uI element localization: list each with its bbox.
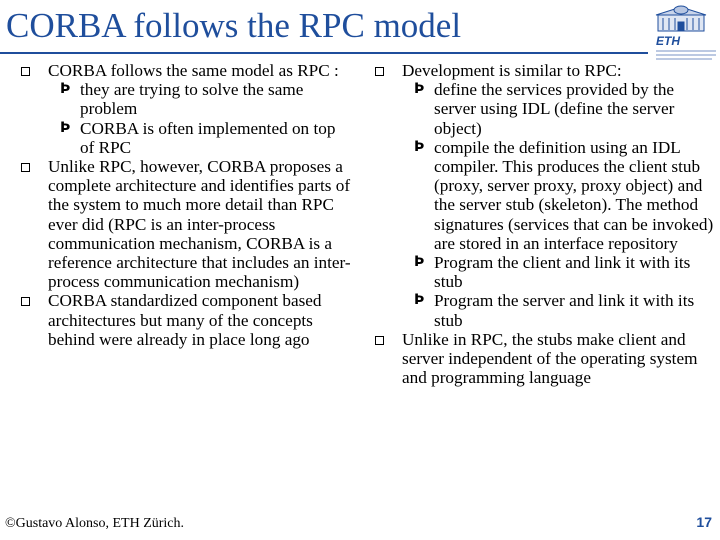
square-bullet-icon	[375, 336, 384, 345]
bullet-text: CORBA follows the same model as RPC :	[48, 61, 339, 80]
sub-bullet-item	[374, 80, 714, 138]
page-number: 17	[696, 514, 712, 530]
sub-bullet-text: they are trying to solve the same problem	[80, 80, 304, 119]
sub-bullet-item	[20, 119, 352, 157]
bullet-item	[374, 61, 714, 80]
square-bullet-icon	[21, 163, 30, 172]
right-column	[374, 61, 714, 387]
arrow-bullet-icon: Þ	[60, 81, 71, 98]
arrow-bullet-icon: Þ	[414, 292, 425, 309]
bullet-item	[20, 157, 352, 291]
bullet-text: Unlike RPC, however, CORBA proposes a complete architecture and identifies parts of the system to much more detail than RPC ever did (RPC is an inter-process communication mechanism, CORBA is a reference architecture that includes an inter-process communication mechanism)	[48, 157, 351, 292]
footer-copyright: ©Gustavo Alonso, ETH Zürich.	[5, 516, 185, 531]
sub-bullet-text: Program the client and link it with its stub	[434, 253, 691, 292]
sub-bullet-item	[20, 80, 352, 118]
eth-logo	[652, 2, 718, 64]
arrow-bullet-icon: Þ	[414, 81, 425, 98]
title-underline	[0, 52, 648, 54]
sub-bullet-item	[374, 291, 714, 329]
sub-bullet-text: CORBA is often implemented on top of RPC	[80, 118, 336, 157]
arrow-bullet-icon: Þ	[414, 254, 425, 271]
bullet-text: Unlike in RPC, the stubs make client and server independent of the operating system and programming language	[402, 329, 698, 388]
sub-bullet-item	[374, 253, 714, 291]
bullet-item	[374, 330, 714, 388]
square-bullet-icon	[21, 67, 30, 76]
left-column	[20, 61, 352, 349]
square-bullet-icon	[375, 67, 384, 76]
sub-bullet-text: Program the server and link it with its stub	[434, 291, 695, 330]
slide-title: CORBA follows the RPC model	[6, 6, 462, 45]
sub-bullet-text: define the services provided by the server using IDL (define the server object)	[434, 80, 675, 138]
sub-bullet-text: compile the definition using an IDL compiler. This produces the client stub (proxy, server proxy, proxy object) and the server stub (skeleton). The method signatures (services that can be invoked) are stored in an interface repository	[434, 137, 714, 253]
bullet-item	[20, 61, 352, 80]
bullet-text: Development is similar to RPC:	[402, 61, 622, 80]
sub-bullet-item	[374, 138, 714, 253]
eth-logo-text: ETH	[656, 34, 680, 48]
arrow-bullet-icon: Þ	[60, 119, 71, 136]
bullet-item	[20, 291, 352, 349]
arrow-bullet-icon: Þ	[414, 138, 425, 155]
square-bullet-icon	[21, 297, 30, 306]
bullet-text: CORBA standardized component based architectures but many of the concepts behind were already in place long ago	[48, 291, 322, 349]
